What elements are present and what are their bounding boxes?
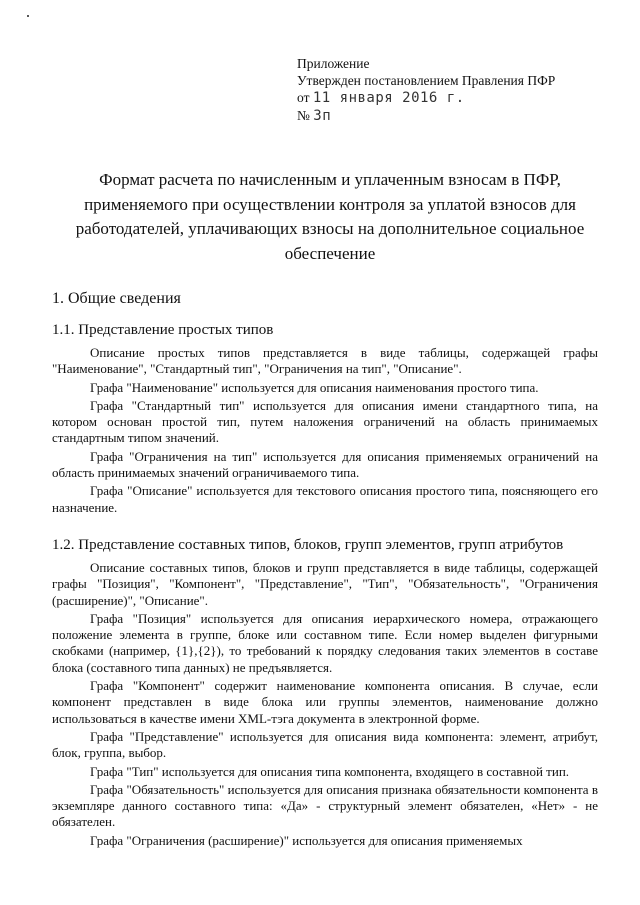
date-stamp: 11 января 2016 г. (312, 90, 465, 106)
paragraph: Графа "Ограничения на тип" используется для описания применяемых ограничений на область принимаемых значений ограничиваемого типа. (52, 448, 598, 481)
date-prefix: от (297, 90, 310, 105)
paragraph: Графа "Тип" используется для описания типа компонента, входящего в составной тип. (90, 763, 570, 779)
number-prefix: № (297, 108, 310, 123)
paragraph: Графа "Описание" используется для текстового описания простого типа, поясняющего его назначение. (52, 483, 598, 515)
document-title (60, 168, 600, 266)
paragraph: Графа "Представление" используется для описания вида компонента: элемент, атрибут, блок, группа, выбор. (52, 728, 598, 761)
paragraph: Графа "Обязательность" используется для описания признака обязательности компонента в экземпляре данного составного типа: «Да» - структурный элемент обязателен, «Нет» - не обязателен. (52, 781, 598, 830)
number-stamp: 3п (313, 108, 332, 124)
title-line-2: применяемого при осуществлении контроля за уплатой взносов для (84, 194, 576, 214)
approval-block (297, 55, 617, 125)
subsection-heading-simple-types: 1.1. Представление простых типов (52, 322, 274, 338)
paragraph: Графа "Наименование" используется для описания наименования простого типа. (90, 379, 539, 395)
approval-number (297, 107, 617, 125)
title-line-3: работодателей, уплачивающих взносы на дополнительное социальное (75, 219, 585, 238)
approval-date (297, 89, 617, 107)
appendix-label: Приложение (297, 56, 370, 71)
subsection-heading-composite-types: 1.2. Представление составных типов, блоков, групп элементов, групп атрибутов (52, 536, 564, 553)
scan-speck (27, 15, 29, 17)
paragraph: Описание простых типов представляется в виде таблицы, содержащей графы "Наименование", "Стандартный тип", "Ограничения на тип", "Описание". (52, 345, 598, 377)
approval-line: Утвержден постановлением Правления ПФР (297, 73, 556, 88)
paragraph: Описание составных типов, блоков и групп представляется в виде таблицы, содержащей графы "Позиция", "Компонент", "Представление", "Тип", "Обязательность", "Ограничения (расширение)", "Описание". (52, 559, 598, 608)
paragraph: Графа "Ограничения (расширение)" используется для описания применяемых (90, 832, 523, 848)
section-heading-general: 1. Общие сведения (52, 290, 181, 307)
document-body (52, 289, 598, 851)
title-line-4: обеспечение (284, 243, 376, 263)
paragraph: Графа "Компонент" содержит наименование компонента описания. В случае, если компонент представлен в виде блока или группы элементов, наименование должно использоваться в качестве имени XML-тэга документа в электронной форме. (52, 678, 598, 726)
paragraph: Графа "Позиция" используется для описания иерархического номера, отражающего положение элемента в группе, блоке или составном типе. Если номер выделен фигурными скобками (например, {1},{2}), то требований к порядку следования таких элементов в составе блока (составного типа данных) не предъявляется. (52, 610, 598, 675)
paragraph: Графа "Стандартный тип" используется для описания имени стандартного типа, на котором основан простой тип, путем наложения ограничений на область принимаемых стандартным типом значений. (52, 397, 598, 446)
title-line-1: Формат расчета по начисленным и уплаченным взносам в ПФР, (99, 170, 561, 189)
